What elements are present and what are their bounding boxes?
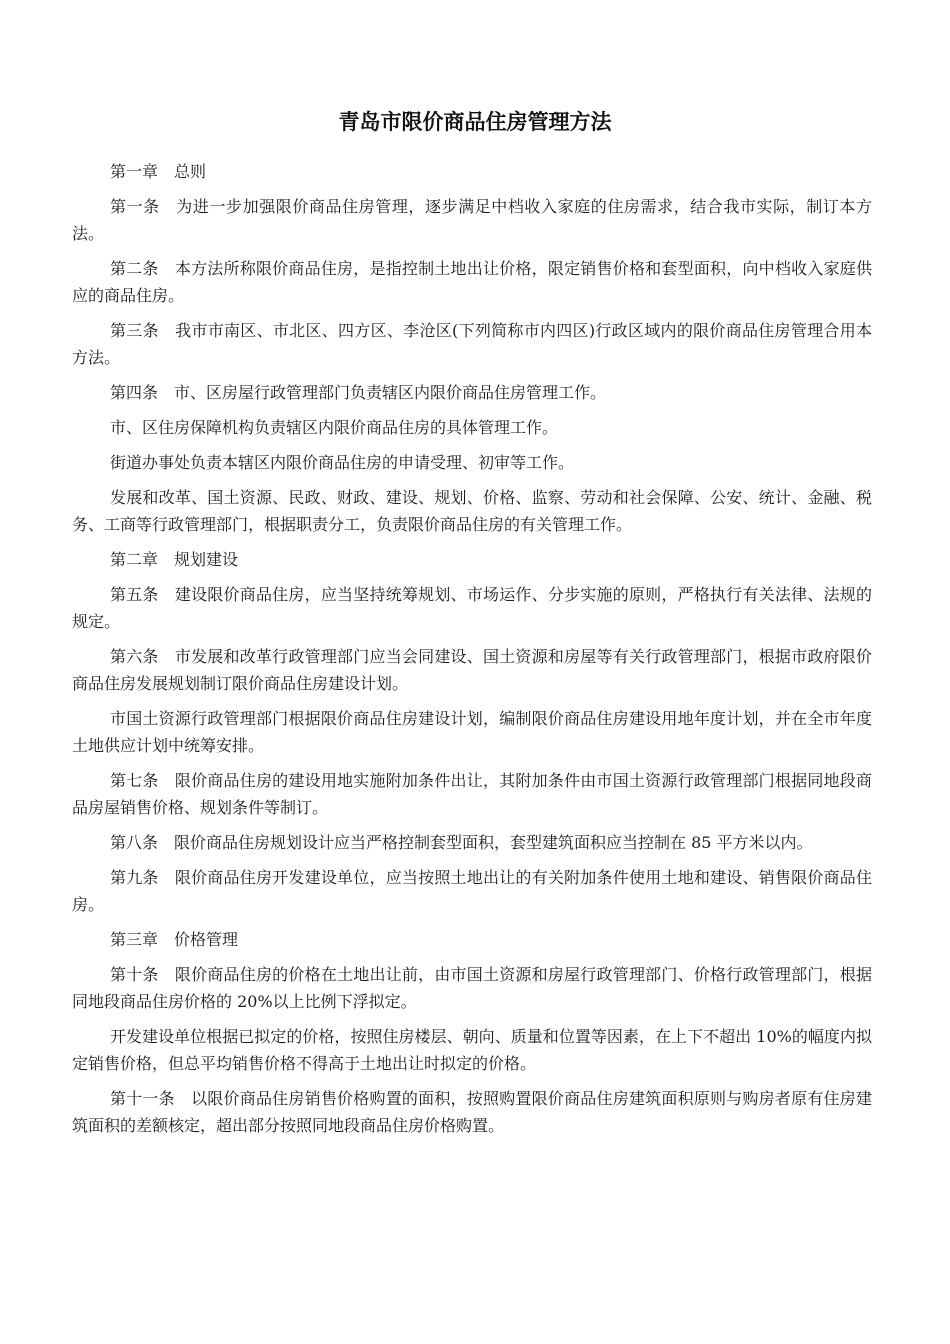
article-6-paragraph-2: 市国土资源行政管理部门根据限价商品住房建设计划，编制限价商品住房建设用地年度计划，并在全市年度土地供应计划中统筹安排。 xyxy=(72,709,872,755)
article-1: 第一条 为进一步加强限价商品住房管理，逐步满足中档收入家庭的住房需求，结合我市实际，制订本方法。 xyxy=(72,197,872,243)
document-title: 青岛市限价商品住房管理方法 xyxy=(338,110,612,134)
chapter-heading-3: 第三章 价格管理 xyxy=(110,930,239,949)
article-9: 第九条 限价商品住房开发建设单位，应当按照土地出让的有关附加条件使用土地和建设、销售限价商品住房。 xyxy=(72,868,872,914)
article-4: 第四条 市、区房屋行政管理部门负责辖区内限价商品住房管理工作。 xyxy=(110,383,607,402)
article-10: 第十条 限价商品住房的价格在土地出让前，由市国土资源和房屋行政管理部门、价格行政管理部门，根据同地段商品住房价格的 20%以上比例下浮拟定。 xyxy=(72,965,872,1011)
article-10-paragraph-2: 开发建设单位根据已拟定的价格，按照住房楼层、朝向、质量和位置等因素，在上下不超出 10%的幅度内拟定销售价格，但总平均销售价格不得高于土地出让时拟定的价格。 xyxy=(72,1027,872,1073)
article-7: 第七条 限价商品住房的建设用地实施附加条件出让，其附加条件由市国土资源行政管理部门根据同地段商品房屋销售价格、规划条件等制订。 xyxy=(72,771,872,817)
article-4-paragraph-4: 发展和改革、国土资源、民政、财政、建设、规划、价格、监察、劳动和社会保障、公安、统计、金融、税务、工商等行政管理部门，根据职责分工，负责限价商品住房的有关管理工作。 xyxy=(72,488,872,534)
document-body xyxy=(72,158,872,1147)
chapter-heading-1: 第一章 总则 xyxy=(110,162,207,181)
article-3: 第三条 我市市南区、市北区、四方区、李沧区(下列简称市内四区)行政区域内的限价商品住房管理合用本方法。 xyxy=(72,321,872,367)
article-8: 第八条 限价商品住房规划设计应当严格控制套型面积，套型建筑面积应当控制在 85 平方米以内。 xyxy=(110,833,813,852)
article-2: 第二条 本方法所称限价商品住房，是指控制土地出让价格，限定销售价格和套型面积，向中档收入家庭供应的商品住房。 xyxy=(72,259,872,305)
article-4-paragraph-2: 市、区住房保障机构负责辖区内限价商品住房的具体管理工作。 xyxy=(110,418,559,437)
article-6: 第六条 市发展和改革行政管理部门应当会同建设、国土资源和房屋等有关行政管理部门，根据市政府限价商品住房发展规划制订限价商品住房建设计划。 xyxy=(72,647,872,693)
chapter-heading-2: 第二章 规划建设 xyxy=(110,550,239,569)
article-4-paragraph-3: 街道办事处负责本辖区内限价商品住房的申请受理、初审等工作。 xyxy=(110,453,575,472)
article-5: 第五条 建设限价商品住房，应当坚持统筹规划、市场运作、分步实施的原则，严格执行有关法律、法规的规定。 xyxy=(72,585,872,631)
article-11: 第十一条 以限价商品住房销售价格购置的面积，按照购置限价商品住房建筑面积原则与购房者原有住房建筑面积的差额核定，超出部分按照同地段商品住房价格购置。 xyxy=(72,1089,872,1135)
